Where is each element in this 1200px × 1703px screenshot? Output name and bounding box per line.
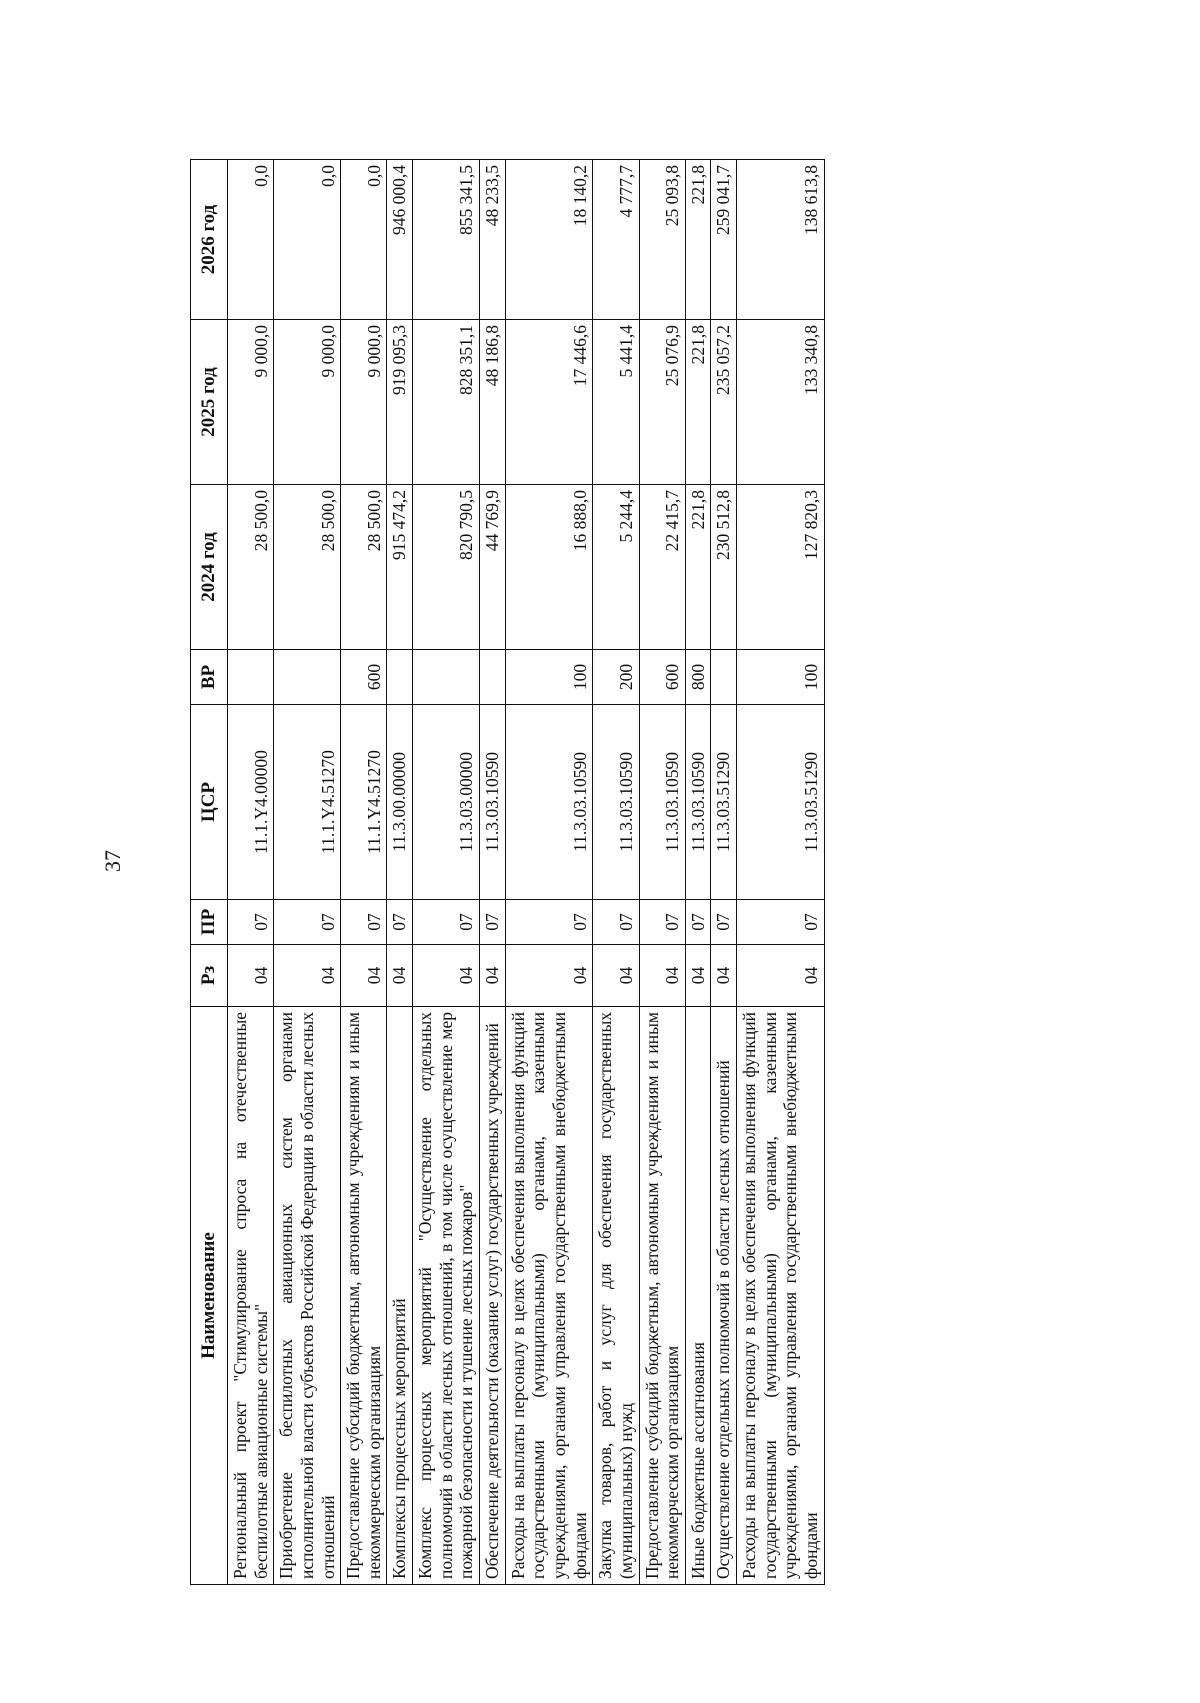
cell-vr — [480, 650, 506, 705]
cell-name: Расходы на выплаты персоналу в целях обеспечения выполнения функций государственными (муниципальными) органами, казенными учреждениями, органами управления государственными внебюджетными фондами — [737, 1007, 825, 1585]
budget-table — [190, 159, 825, 1585]
cell-vr — [274, 650, 341, 705]
cell-pr: 07 — [505, 900, 593, 945]
cell-vr: 100 — [737, 650, 825, 705]
cell-csr: 11.3.03.51290 — [711, 705, 737, 900]
table-row — [387, 160, 413, 1585]
table-header-row — [191, 160, 228, 1585]
table-row — [505, 160, 593, 1585]
table-row — [413, 160, 480, 1585]
cell-2024: 28 500,0 — [341, 485, 387, 650]
cell-rz: 04 — [639, 945, 685, 1007]
cell-2025: 221,8 — [685, 320, 711, 485]
header-name: Наименование — [191, 1007, 228, 1585]
cell-vr: 800 — [685, 650, 711, 705]
cell-name: Расходы на выплаты персоналу в целях обеспечения выполнения функций государственными (муниципальными) органами, казенными учреждениями, органами управления государственными внебюджетными фондами — [505, 1007, 593, 1585]
table-row — [639, 160, 685, 1585]
cell-vr: 100 — [505, 650, 593, 705]
cell-pr: 07 — [413, 900, 480, 945]
cell-2026: 0,0 — [341, 160, 387, 320]
cell-pr: 07 — [341, 900, 387, 945]
cell-pr: 07 — [685, 900, 711, 945]
cell-name: Комплексы процессных мероприятий — [387, 1007, 413, 1585]
cell-2025: 828 351,1 — [413, 320, 480, 485]
cell-2026: 855 341,5 — [413, 160, 480, 320]
cell-vr — [387, 650, 413, 705]
cell-2024: 28 500,0 — [228, 485, 274, 650]
cell-2025: 235 057,2 — [711, 320, 737, 485]
cell-csr: 11.3.03.10590 — [505, 705, 593, 900]
cell-rz: 04 — [387, 945, 413, 1007]
cell-2025: 133 340,8 — [737, 320, 825, 485]
table-row — [228, 160, 274, 1585]
cell-name: Иные бюджетные ассигнования — [685, 1007, 711, 1585]
table-row — [274, 160, 341, 1585]
cell-name: Закупка товаров, работ и услуг для обеспечения государственных (муниципальных) нужд — [593, 1007, 639, 1585]
cell-2025: 5 441,4 — [593, 320, 639, 485]
cell-2024: 44 769,9 — [480, 485, 506, 650]
cell-2026: 259 041,7 — [711, 160, 737, 320]
cell-2026: 4 777,7 — [593, 160, 639, 320]
table-row — [480, 160, 506, 1585]
cell-pr: 07 — [387, 900, 413, 945]
cell-2025: 17 446,6 — [505, 320, 593, 485]
cell-csr: 11.3.03.10590 — [685, 705, 711, 900]
cell-rz: 04 — [480, 945, 506, 1007]
cell-2026: 48 233,5 — [480, 160, 506, 320]
cell-pr: 07 — [639, 900, 685, 945]
rotated-table-container — [190, 160, 1070, 1585]
cell-2025: 9 000,0 — [341, 320, 387, 485]
cell-2026: 0,0 — [228, 160, 274, 320]
cell-2024: 221,8 — [685, 485, 711, 650]
cell-2025: 9 000,0 — [274, 320, 341, 485]
cell-csr: 11.3.00.00000 — [387, 705, 413, 900]
cell-rz: 04 — [505, 945, 593, 1007]
cell-pr: 07 — [593, 900, 639, 945]
cell-2026: 25 093,8 — [639, 160, 685, 320]
cell-rz: 04 — [685, 945, 711, 1007]
cell-csr: 11.1.Y4.00000 — [228, 705, 274, 900]
cell-pr: 07 — [711, 900, 737, 945]
cell-2024: 127 820,3 — [737, 485, 825, 650]
table-row — [341, 160, 387, 1585]
header-vr: ВР — [191, 650, 228, 705]
header-2025: 2025 год — [191, 320, 228, 485]
page-number: 37 — [100, 850, 125, 872]
cell-pr: 07 — [228, 900, 274, 945]
cell-csr: 11.3.03.10590 — [639, 705, 685, 900]
cell-pr: 07 — [737, 900, 825, 945]
header-rz: Рз — [191, 945, 228, 1007]
cell-2024: 22 415,7 — [639, 485, 685, 650]
cell-vr — [711, 650, 737, 705]
cell-pr: 07 — [480, 900, 506, 945]
table-row — [685, 160, 711, 1585]
cell-2026: 18 140,2 — [505, 160, 593, 320]
cell-2024: 915 474,2 — [387, 485, 413, 650]
cell-vr — [413, 650, 480, 705]
header-2026: 2026 год — [191, 160, 228, 320]
table-row — [711, 160, 737, 1585]
cell-vr: 200 — [593, 650, 639, 705]
cell-rz: 04 — [228, 945, 274, 1007]
cell-2025: 48 186,8 — [480, 320, 506, 485]
table-row — [593, 160, 639, 1585]
cell-2026: 138 613,8 — [737, 160, 825, 320]
cell-2024: 5 244,4 — [593, 485, 639, 650]
cell-csr: 11.1.Y4.51270 — [274, 705, 341, 900]
cell-2024: 16 888,0 — [505, 485, 593, 650]
cell-2026: 221,8 — [685, 160, 711, 320]
header-pr: ПР — [191, 900, 228, 945]
cell-2026: 946 000,4 — [387, 160, 413, 320]
cell-rz: 04 — [274, 945, 341, 1007]
cell-2026: 0,0 — [274, 160, 341, 320]
cell-name: Комплекс процессных мероприятий "Осуществление отдельных полномочий в области лесных отношений, в том числе осуществление мер пожарной безопасности и тушение лесных пожаров" — [413, 1007, 480, 1585]
cell-name: Предоставление субсидий бюджетным, автономным учреждениям и иным некоммерческим организациям — [639, 1007, 685, 1585]
cell-rz: 04 — [341, 945, 387, 1007]
cell-pr: 07 — [274, 900, 341, 945]
cell-2024: 820 790,5 — [413, 485, 480, 650]
cell-name: Предоставление субсидий бюджетным, автономным учреждениям и иным некоммерческим организациям — [341, 1007, 387, 1585]
cell-csr: 11.3.03.00000 — [413, 705, 480, 900]
cell-name: Региональный проект "Стимулирование спроса на отечественные беспилотные авиационные системы" — [228, 1007, 274, 1585]
cell-vr: 600 — [639, 650, 685, 705]
cell-rz: 04 — [413, 945, 480, 1007]
cell-csr: 11.3.03.10590 — [480, 705, 506, 900]
cell-2025: 25 076,9 — [639, 320, 685, 485]
cell-name: Обеспечение деятельности (оказание услуг) государственных учреждений — [480, 1007, 506, 1585]
cell-2025: 919 095,3 — [387, 320, 413, 485]
cell-rz: 04 — [711, 945, 737, 1007]
header-csr: ЦСР — [191, 705, 228, 900]
table-row — [737, 160, 825, 1585]
cell-2024: 28 500,0 — [274, 485, 341, 650]
cell-2025: 9 000,0 — [228, 320, 274, 485]
cell-csr: 11.1.Y4.51270 — [341, 705, 387, 900]
cell-rz: 04 — [737, 945, 825, 1007]
cell-csr: 11.3.03.10590 — [593, 705, 639, 900]
cell-vr — [228, 650, 274, 705]
cell-csr: 11.3.03.51290 — [737, 705, 825, 900]
cell-name: Осуществление отдельных полномочий в области лесных отношений — [711, 1007, 737, 1585]
cell-rz: 04 — [593, 945, 639, 1007]
header-2024: 2024 год — [191, 485, 228, 650]
cell-name: Приобретение беспилотных авиационных систем органами исполнительной власти субъектов Российской Федерации в области лесных отношений — [274, 1007, 341, 1585]
cell-vr: 600 — [341, 650, 387, 705]
cell-2024: 230 512,8 — [711, 485, 737, 650]
